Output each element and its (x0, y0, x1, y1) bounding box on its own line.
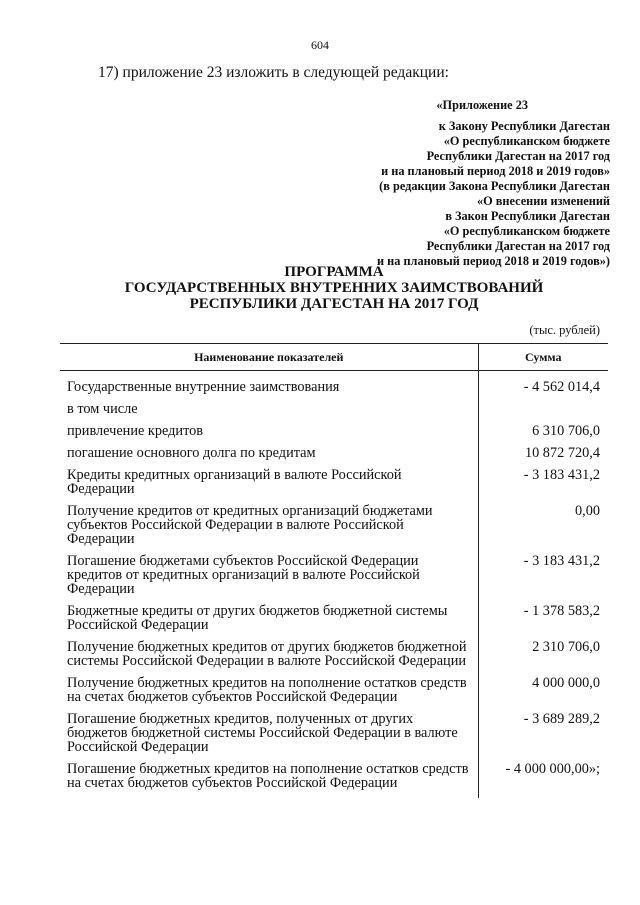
row-amount (478, 402, 608, 424)
row-amount: - 3 183 431,2 (523, 467, 600, 483)
table-row (60, 468, 608, 504)
table-row (60, 504, 608, 554)
table-row (60, 446, 608, 468)
appendix-title: «Приложение 23 (436, 98, 528, 112)
row-name: Получение бюджетных кредитов от других бюджетов бюджетной системы Российской Федерации в валюте Российской Федерации (67, 639, 467, 669)
table-row (60, 554, 608, 604)
row-name: Государственные внутренние заимствования (67, 379, 340, 395)
row-name: Погашение бюджетами субъектов Российской Федерации кредитов от кредитных организаций в валюте Российской Федерации (67, 553, 420, 597)
table-row (60, 640, 608, 676)
table-body (60, 371, 608, 799)
row-amount: 6 310 706,0 (532, 423, 600, 439)
row-amount: - 3 183 431,2 (523, 553, 600, 569)
table-row (60, 762, 608, 798)
table-header-row (60, 344, 608, 371)
row-name-cell (60, 504, 478, 554)
row-name-cell (60, 640, 478, 676)
row-name: Погашение бюджетных кредитов, полученных от других бюджетов бюджетной системы Российской Федерации в валюте Российской Федерации (67, 711, 458, 755)
table-row (60, 676, 608, 712)
row-amount: - 4 000 000,00»; (505, 761, 600, 777)
appendix-line: к Закону Республики Дагестан (438, 119, 610, 133)
row-name-cell (60, 676, 478, 712)
row-name-cell (60, 468, 478, 504)
appendix-line: Республики Дагестан на 2017 год (426, 149, 610, 163)
borrowing-table (60, 343, 608, 798)
table-row (60, 424, 608, 446)
units-label: (тыс. рублей) (529, 323, 600, 337)
appendix-line: (в редакции Закона Республики Дагестан (379, 179, 610, 193)
appendix-line: «О республиканском бюджете (443, 134, 610, 148)
row-amount: - 4 562 014,4 (523, 379, 600, 395)
appendix-line: и на плановый период 2018 и 2019 годов») (377, 254, 610, 268)
row-name-cell (60, 371, 478, 403)
row-amount: 10 872 720,4 (524, 445, 600, 461)
intro-text: 17) приложение 23 изложить в следующей редакции: (98, 64, 449, 81)
row-name: Получение бюджетных кредитов на пополнение остатков средств на счетах бюджетов субъектов Российской Федерации (67, 675, 467, 705)
row-amount: - 1 378 583,2 (523, 603, 600, 619)
row-name: привлечение кредитов (67, 423, 204, 439)
title-line-2: ГОСУДАРСТВЕННЫХ ВНУТРЕННИХ ЗАИМСТВОВАНИЙ (124, 280, 544, 296)
row-name: Получение кредитов от кредитных организаций бюджетами субъектов Российской Федерации в валюте Российской Федерации (67, 503, 433, 547)
appendix-line: в Закон Республики Дагестан (445, 209, 610, 223)
row-name: Погашение бюджетных кредитов на пополнение остатков средств на счетах бюджетов субъектов Российской Федерации (67, 761, 469, 791)
row-name: погашение основного долга по кредитам (67, 445, 316, 461)
appendix-line: «О внесении изменений (476, 194, 610, 208)
table-row (60, 402, 608, 424)
row-amount: 2 310 706,0 (532, 639, 600, 655)
row-name: Кредиты кредитных организаций в валюте Российской Федерации (67, 467, 402, 497)
row-name: в том числе (67, 401, 138, 417)
appendix-line: и на плановый период 2018 и 2019 годов» (381, 164, 610, 178)
row-name: Бюджетные кредиты от других бюджетов бюджетной системы Российской Федерации (67, 603, 448, 633)
row-amount: 0,00 (574, 503, 600, 519)
row-name-cell (60, 604, 478, 640)
appendix-header (300, 98, 610, 269)
row-name-cell (60, 424, 478, 446)
row-name-cell (60, 554, 478, 604)
appendix-line: Республики Дагестан на 2017 год (426, 239, 610, 253)
table-row (60, 604, 608, 640)
row-name-cell (60, 446, 478, 468)
page-number: 604 (311, 38, 329, 52)
row-name-cell (60, 712, 478, 762)
document-title (60, 264, 608, 312)
row-name-cell (60, 762, 478, 798)
table-row (60, 371, 608, 403)
title-line-3: РЕСПУБЛИКИ ДАГЕСТАН НА 2017 ГОД (189, 296, 479, 312)
borrowing-table-container (60, 343, 608, 798)
title-line-1: ПРОГРАММА (284, 264, 384, 280)
appendix-line: «О республиканском бюджете (443, 224, 610, 238)
row-amount: - 3 689 289,2 (523, 711, 600, 727)
header-name: Наименование показателей (60, 344, 478, 371)
table-row (60, 712, 608, 762)
row-amount: 4 000 000,0 (532, 675, 600, 691)
header-amount: Сумма (478, 344, 608, 371)
row-name-cell (60, 402, 478, 424)
